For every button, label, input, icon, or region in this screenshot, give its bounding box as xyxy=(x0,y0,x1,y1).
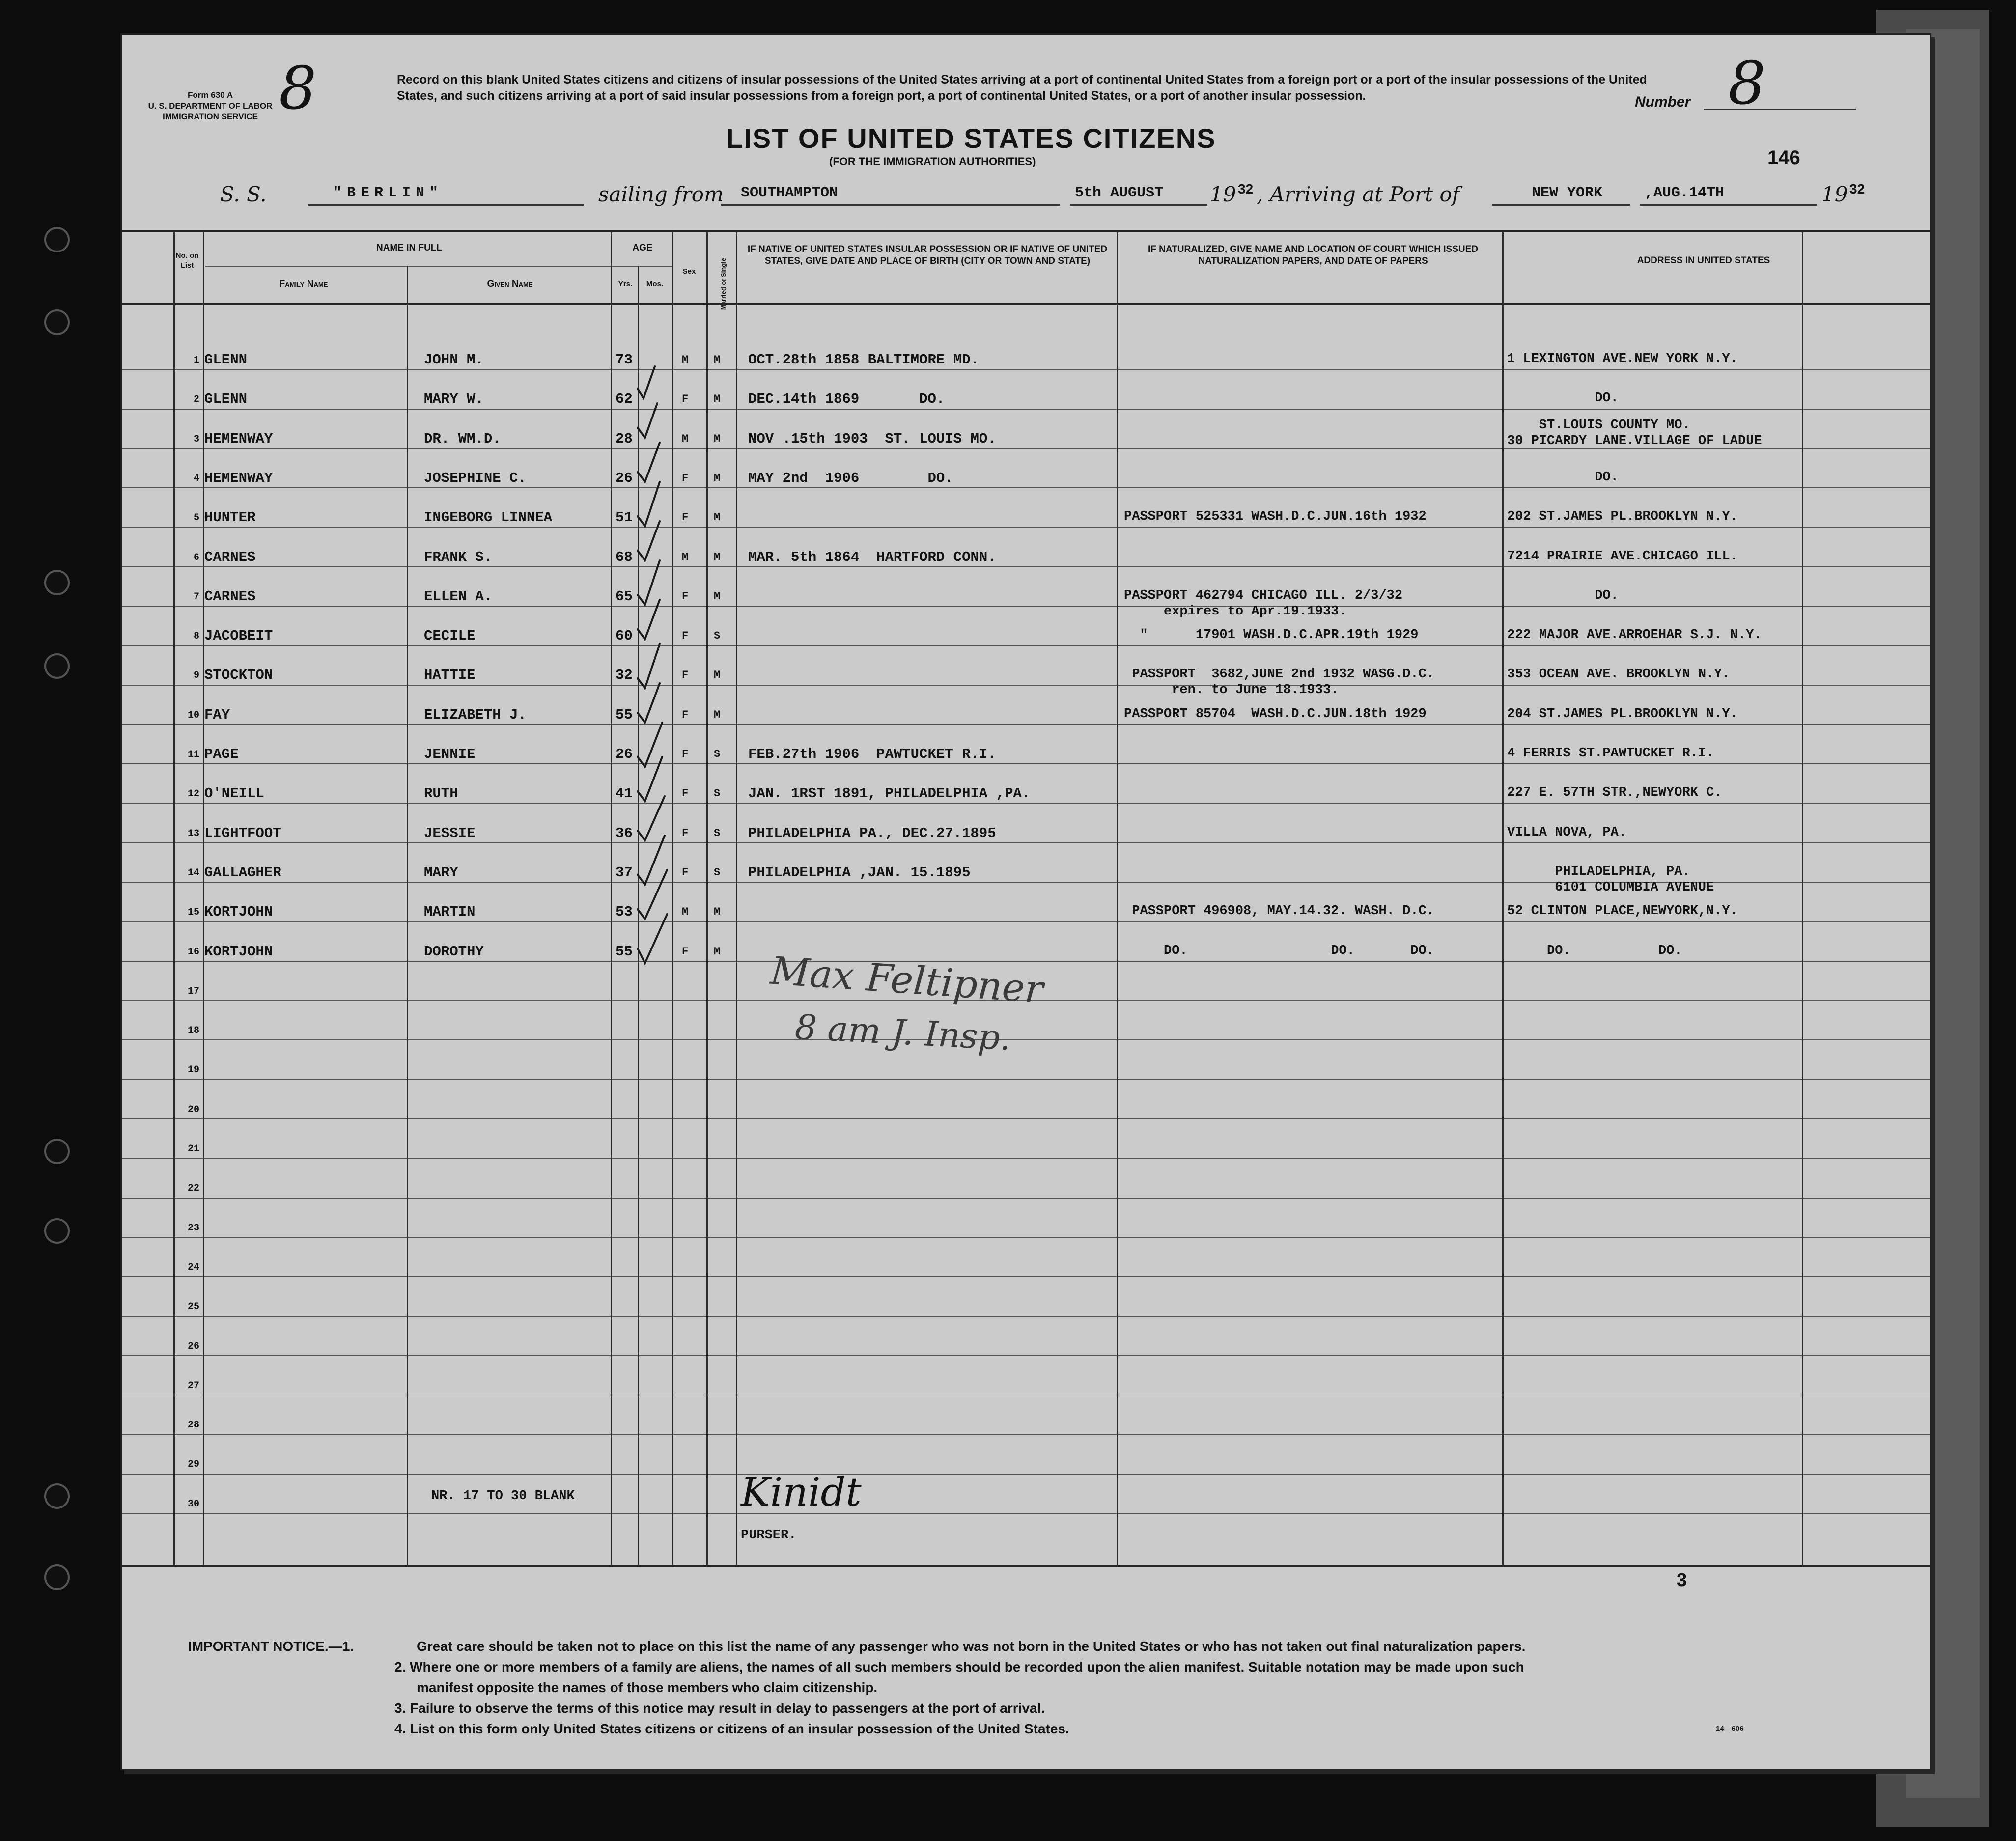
given-name: JENNIE xyxy=(424,746,476,762)
row-number: 28 xyxy=(187,1420,199,1431)
col-birthplace: IF NATIVE OF UNITED STATES INSULAR POSSESSION OR IF NATIVE OF UNITED STATES, GIVE DATE AND PLACE OF BIRTH (CITY OR TOWN AND STATE) xyxy=(747,244,1108,266)
col-age: AGE xyxy=(632,243,653,253)
age-years: 62 xyxy=(616,391,633,408)
birth-date-place: PHILADELPHIA PA., DEC.27.1895 xyxy=(748,825,996,841)
row-rule xyxy=(122,1474,1930,1475)
row-number: 8 xyxy=(193,631,199,642)
row-rule xyxy=(122,1513,1930,1514)
age-years: 51 xyxy=(616,509,633,526)
row-rule xyxy=(122,1355,1930,1356)
arrival-port: NEW YORK xyxy=(1532,185,1603,201)
sex: F xyxy=(682,748,689,760)
row-rule xyxy=(122,763,1930,764)
given-name: JESSIE xyxy=(424,825,476,841)
age-years: 26 xyxy=(616,470,633,486)
arriving-label: , Arriving at Port of xyxy=(1257,182,1460,206)
col-divider xyxy=(736,231,737,1565)
address-line-2: ST.LOUIS COUNTY MO. xyxy=(1507,418,1690,433)
col-divider xyxy=(407,266,408,1565)
family-name: FAY xyxy=(204,706,230,723)
address: 52 CLINTON PLACE,NEWYORK,N.Y. xyxy=(1507,904,1738,919)
age-years: 53 xyxy=(616,904,633,920)
row-number: 16 xyxy=(187,946,199,958)
sex: M xyxy=(682,432,689,445)
row-number: 12 xyxy=(187,788,199,800)
naturalization: PASSPORT 85704 WASH.D.C.JUN.18th 1929 xyxy=(1124,706,1427,722)
row-number: 19 xyxy=(187,1064,199,1076)
address: DO. xyxy=(1507,470,1619,485)
family-name: O'NEILL xyxy=(204,785,264,802)
marital-status: S xyxy=(714,630,721,642)
birth-date-place: OCT.28th 1858 BALTIMORE MD. xyxy=(748,352,979,368)
sex: F xyxy=(682,866,689,879)
header-bottom-rule xyxy=(122,303,1930,305)
row-number: 2 xyxy=(193,394,199,406)
row-rule xyxy=(122,685,1930,686)
col-family-name: Family Name xyxy=(279,279,328,289)
binder-hole xyxy=(44,570,70,595)
naturalization: PASSPORT 525331 WASH.D.C.JUN.16th 1932 xyxy=(1124,509,1427,525)
given-name: JOSEPHINE C. xyxy=(424,470,527,486)
marital-status: M xyxy=(714,393,721,406)
inspector-note: 8 am J. Insp. xyxy=(794,1006,1012,1059)
binder-hole xyxy=(44,1483,70,1509)
row-rule xyxy=(122,803,1930,804)
form-identification xyxy=(137,90,284,122)
sex: M xyxy=(682,551,689,563)
naturalization: " 17901 WASH.D.C.APR.19th 1929 xyxy=(1124,628,1419,643)
row-rule xyxy=(122,1276,1930,1277)
family-name: GALLAGHER xyxy=(204,864,281,881)
row-rule xyxy=(122,1237,1930,1238)
sex: F xyxy=(682,630,689,642)
age-years: 41 xyxy=(616,785,633,802)
binder-hole xyxy=(44,309,70,335)
col-divider xyxy=(1502,231,1504,1565)
handwritten-sheet-number: 8 xyxy=(279,55,317,123)
row-rule xyxy=(122,527,1930,528)
row-number: 3 xyxy=(193,433,199,445)
row-rule xyxy=(122,1079,1930,1080)
given-name: HATTIE xyxy=(424,667,476,684)
page-number: 146 xyxy=(1767,147,1800,168)
header-top-rule xyxy=(122,230,1930,232)
age-years: 60 xyxy=(616,628,633,644)
birth-date-place: MAY 2nd 1906 DO. xyxy=(748,470,953,486)
address: 1 LEXINGTON AVE.NEW YORK N.Y. xyxy=(1507,352,1738,366)
inspector-signature: Max Feltipner xyxy=(769,948,1045,1012)
row-number: 24 xyxy=(187,1261,199,1273)
notice-item-1: Great care should be taken not to place on this list the name of any passenger who was not born in the United States or who has not taken out final naturalization papers. xyxy=(417,1639,1526,1654)
given-name: ELLEN A. xyxy=(424,588,493,605)
marital-status: S xyxy=(714,748,721,760)
given-name: DR. WM.D. xyxy=(424,430,501,447)
row-number: 10 xyxy=(187,709,199,721)
sex: F xyxy=(682,472,689,484)
sex: M xyxy=(682,906,689,919)
row-rule xyxy=(122,487,1930,488)
given-name: MARY W. xyxy=(424,391,484,408)
row-number: 6 xyxy=(193,552,199,563)
given-name: FRANK S. xyxy=(424,549,493,565)
sailing-label: sailing from xyxy=(598,182,724,206)
purser-signature: Kinidt xyxy=(741,1469,862,1515)
row-rule xyxy=(122,645,1930,646)
year-suffix-2: 32 xyxy=(1849,181,1865,196)
address: DO. xyxy=(1507,588,1619,603)
col-mos: Mos. xyxy=(646,280,664,288)
row-number: 5 xyxy=(193,512,199,524)
number-label: Number xyxy=(1635,94,1691,110)
row-rule xyxy=(122,566,1930,567)
age-years: 36 xyxy=(616,825,633,841)
row-rule xyxy=(122,1118,1930,1119)
age-years: 32 xyxy=(616,667,633,684)
manifest-sheet xyxy=(120,33,1931,1770)
record-instructions: Record on this blank United States citizens and citizens of insular possessions of the United States arriving at a port of continental United States from a foreign port or a port of the insular possessions of the United States, and such citizens arriving at a port of said insular possessions from a foreign port, a port of continental United States, or a port of another insular possession. xyxy=(397,73,1647,103)
family-name: CARNES xyxy=(204,588,256,605)
family-name: LIGHTFOOT xyxy=(204,825,281,841)
address: 353 OCEAN AVE. BROOKLYN N.Y. xyxy=(1507,667,1730,682)
given-name: MARY xyxy=(424,864,458,881)
row-rule xyxy=(122,724,1930,725)
given-name: DOROTHY xyxy=(424,943,484,960)
binder-hole xyxy=(44,1564,70,1590)
row-number: 30 xyxy=(187,1498,199,1510)
ss-label: S. S. xyxy=(220,182,267,206)
address: 7214 PRAIRIE AVE.CHICAGO ILL. xyxy=(1507,549,1738,564)
col-given-name: Given Name xyxy=(487,279,533,289)
naturalization: DO. DO. DO. xyxy=(1124,943,1434,958)
row-rule xyxy=(122,1158,1930,1159)
col-divider xyxy=(1117,231,1118,1565)
row-rule xyxy=(122,409,1930,410)
address: 204 ST.JAMES PL.BROOKLYN N.Y. xyxy=(1507,706,1738,722)
service-label: IMMIGRATION SERVICE xyxy=(163,112,258,121)
sailing-underline xyxy=(721,204,1060,206)
marital-status: S xyxy=(714,827,721,839)
family-name: KORTJOHN xyxy=(204,943,273,960)
form-number: Form 630 A xyxy=(188,90,233,100)
sex: F xyxy=(682,511,689,524)
address: DO. xyxy=(1507,391,1619,406)
birth-date-place: PHILADELPHIA ,JAN. 15.1895 xyxy=(748,864,971,881)
age-years: 73 xyxy=(616,352,633,368)
row-number: 27 xyxy=(187,1380,199,1392)
naturalization: PASSPORT 462794 CHICAGO ILL. 2/3/32 xyxy=(1124,588,1403,603)
checkmarks xyxy=(633,330,687,1007)
arrival-date-underline xyxy=(1640,204,1817,206)
col-no-on-list: No. on List xyxy=(175,251,199,270)
page-subtitle: (FOR THE IMMIGRATION AUTHORITIES) xyxy=(829,155,1036,167)
given-name: JOHN M. xyxy=(424,352,484,368)
col-yrs: Yrs. xyxy=(618,280,633,288)
col-divider xyxy=(173,231,175,1565)
family-name: HUNTER xyxy=(204,509,256,526)
row-rule xyxy=(122,1039,1930,1040)
given-name: RUTH xyxy=(424,785,458,802)
form-code: 14—606 xyxy=(1716,1725,1744,1733)
binder-hole xyxy=(44,1218,70,1244)
row-number: 25 xyxy=(187,1301,199,1313)
row-number: 13 xyxy=(187,828,199,839)
sex: F xyxy=(682,669,689,682)
sex: F xyxy=(682,393,689,406)
given-name: MARTIN xyxy=(424,904,476,920)
col-divider xyxy=(1802,231,1803,1565)
year-prefix-1: 19 xyxy=(1210,182,1236,206)
handwritten-number: 8 xyxy=(1728,50,1766,118)
col-name-in-full: NAME IN FULL xyxy=(376,243,443,253)
notice-item-3: 3. Failure to observe the terms of this notice may result in delay to passengers at the port of arrival. xyxy=(394,1701,1045,1716)
naturalization-note: ren. to June 18.1933. xyxy=(1124,683,1339,698)
row-rule xyxy=(122,369,1930,370)
binder-hole xyxy=(44,227,70,252)
family-name: CARNES xyxy=(204,549,256,565)
row-number: 23 xyxy=(187,1222,199,1234)
marital-status: M xyxy=(714,669,721,682)
table-bottom-rule xyxy=(122,1565,1930,1567)
row-number: 21 xyxy=(187,1144,199,1155)
birth-date-place: MAR. 5th 1864 HARTFORD CONN. xyxy=(748,549,996,565)
ship-name: "BERLIN" xyxy=(333,185,444,201)
sex: F xyxy=(682,827,689,839)
ship-underline xyxy=(308,204,584,206)
row-number: 29 xyxy=(187,1459,199,1471)
sex: M xyxy=(682,354,689,366)
port-underline xyxy=(1492,204,1630,206)
birth-date-place: NOV .15th 1903 ST. LOUIS MO. xyxy=(748,430,996,447)
stray-mark: 3 xyxy=(1677,1570,1687,1590)
col-divider xyxy=(706,231,708,1565)
address: 202 ST.JAMES PL.BROOKLYN N.Y. xyxy=(1507,509,1738,525)
marital-status: M xyxy=(714,590,721,603)
family-name: PAGE xyxy=(204,746,239,762)
sex: F xyxy=(682,590,689,603)
age-years: 68 xyxy=(616,549,633,565)
age-years: 65 xyxy=(616,588,633,605)
row-rule xyxy=(122,921,1930,922)
marital-status: M xyxy=(714,551,721,563)
year-suffix-1: 32 xyxy=(1238,181,1254,196)
col-address: ADDRESS IN UNITED STATES xyxy=(1637,255,1770,266)
col-married-or-single: Married or Single xyxy=(720,257,727,310)
address: DO. DO. xyxy=(1507,943,1682,958)
purser-label: PURSER. xyxy=(741,1528,797,1543)
family-name: HEMENWAY xyxy=(204,470,273,486)
col-naturalized: IF NATURALIZED, GIVE NAME AND LOCATION OF COURT WHICH ISSUED NATURALIZATION PAPERS, AND DATE OF PAPERS xyxy=(1148,244,1478,266)
row-number: 14 xyxy=(187,867,199,879)
blank-rows-note: NR. 17 TO 30 BLANK xyxy=(431,1489,575,1504)
address: 4 FERRIS ST.PAWTUCKET R.I. xyxy=(1507,746,1714,761)
row-rule xyxy=(122,842,1930,843)
col-sex: Sex xyxy=(682,267,696,276)
row-rule xyxy=(122,961,1930,962)
given-name: ELIZABETH J. xyxy=(424,706,527,723)
row-rule xyxy=(122,1198,1930,1199)
col-divider xyxy=(611,231,612,1565)
naturalization: PASSPORT 496908, MAY.14.32. WASH. D.C. xyxy=(1124,904,1434,919)
binder-hole xyxy=(44,653,70,679)
department-label: U. S. DEPARTMENT OF LABOR xyxy=(148,101,273,111)
row-rule xyxy=(122,1434,1930,1435)
number-underline xyxy=(1704,109,1856,110)
marital-status: M xyxy=(714,432,721,445)
marital-status: M xyxy=(714,708,721,721)
age-years: 55 xyxy=(616,943,633,960)
notice-item-4: 4. List on this form only United States citizens or citizens of an insular possession of the United States. xyxy=(394,1721,1069,1736)
age-years: 55 xyxy=(616,706,633,723)
header-mid-rule xyxy=(205,266,672,267)
age-years: 28 xyxy=(616,430,633,447)
row-rule xyxy=(122,606,1930,607)
year-prefix-2: 19 xyxy=(1821,182,1848,206)
binder-hole xyxy=(44,1139,70,1164)
sex: F xyxy=(682,787,689,800)
marital-status: M xyxy=(714,906,721,919)
row-rule xyxy=(122,1316,1930,1317)
row-number: 18 xyxy=(187,1025,199,1037)
notice-item-2-cont: manifest opposite the names of those members who claim citizenship. xyxy=(417,1680,878,1695)
address-line-2: 6101 COLUMBIA AVENUE xyxy=(1507,880,1714,895)
row-number: 9 xyxy=(193,670,199,682)
address: VILLA NOVA, PA. xyxy=(1507,825,1627,840)
family-name: GLENN xyxy=(204,352,248,368)
marital-status: M xyxy=(714,354,721,366)
family-name: GLENN xyxy=(204,391,248,408)
address: 222 MAJOR AVE.ARROEHAR S.J. N.Y. xyxy=(1507,628,1762,643)
naturalization-note: expires to Apr.19.1933. xyxy=(1124,604,1347,619)
naturalization: PASSPORT 3682,JUNE 2nd 1932 WASG.D.C. xyxy=(1124,667,1434,682)
row-number: 4 xyxy=(193,473,199,484)
birth-date-place: JAN. 1RST 1891, PHILADELPHIA ,PA. xyxy=(748,785,1031,802)
given-name: CECILE xyxy=(424,628,476,644)
row-number: 17 xyxy=(187,985,199,997)
row-number: 1 xyxy=(193,355,199,366)
arrival-date: ,AUG.14TH xyxy=(1645,185,1725,201)
marital-status: S xyxy=(714,866,721,879)
sailing-date: 5th AUGUST xyxy=(1075,185,1164,201)
row-number: 7 xyxy=(193,591,199,603)
age-years: 26 xyxy=(616,746,633,762)
date-underline xyxy=(1070,204,1207,206)
sex: F xyxy=(682,708,689,721)
row-number: 26 xyxy=(187,1340,199,1352)
family-name: KORTJOHN xyxy=(204,904,273,920)
family-name: STOCKTON xyxy=(204,667,273,684)
address: PHILADELPHIA, PA. xyxy=(1507,864,1690,879)
address: 30 PICARDY LANE.VILLAGE OF LADUE xyxy=(1507,433,1762,448)
sex: F xyxy=(682,945,689,958)
given-name: INGEBORG LINNEA xyxy=(424,509,553,526)
row-number: 15 xyxy=(187,907,199,919)
page-title: LIST OF UNITED STATES CITIZENS xyxy=(726,123,1216,154)
notice-heading: IMPORTANT NOTICE.—1. xyxy=(188,1639,354,1654)
age-years: 37 xyxy=(616,864,633,881)
marital-status: S xyxy=(714,787,721,800)
row-number: 20 xyxy=(187,1104,199,1116)
marital-status: M xyxy=(714,472,721,484)
sailing-from: SOUTHAMPTON xyxy=(741,185,839,201)
notice-item-2: 2. Where one or more members of a family are aliens, the names of all such members should be recorded upon the alien manifest. Suitable notation may be made upon such xyxy=(394,1659,1524,1674)
marital-status: M xyxy=(714,511,721,524)
family-name: JACOBEIT xyxy=(204,628,273,644)
marital-status: M xyxy=(714,945,721,958)
row-number: 22 xyxy=(187,1183,199,1195)
birth-date-place: DEC.14th 1869 DO. xyxy=(748,391,945,408)
birth-date-place: FEB.27th 1906 PAWTUCKET R.I. xyxy=(748,746,996,762)
row-number: 11 xyxy=(187,749,199,760)
family-name: HEMENWAY xyxy=(204,430,273,447)
address: 227 E. 57TH STR.,NEWYORK C. xyxy=(1507,785,1722,801)
